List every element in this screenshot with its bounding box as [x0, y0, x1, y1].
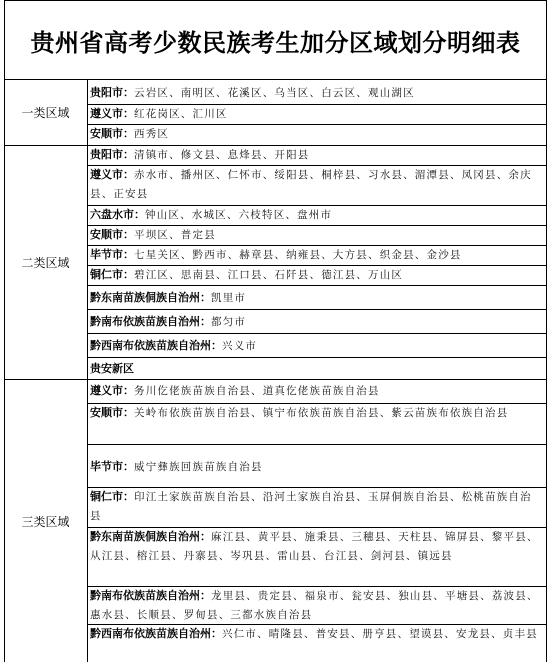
table-row — [87, 334, 547, 358]
city-name: 贵阳市： — [90, 86, 134, 99]
table-row — [87, 358, 547, 380]
city-name: 遵义市： — [90, 107, 134, 120]
city-name: 安顺市： — [90, 127, 134, 140]
page-title: 贵州省高考少数民族考生加分区域划分明细表 — [4, 0, 547, 80]
area-list: 碧江区、思南县、江口县、石阡县、德江县、万山区 — [134, 269, 404, 281]
table-row — [87, 226, 547, 246]
city-name: 毕节市： — [90, 460, 134, 473]
area-list: 凯里市 — [211, 292, 247, 304]
table-row — [87, 84, 547, 105]
region-label: 三类区域 — [4, 380, 88, 662]
region-label: 二类区域 — [4, 146, 88, 379]
city-name: 遵义市： — [90, 384, 134, 397]
area-list: 关岭布依族苗族自治县、镇宁布依族苗族自治县、紫云苗族布依族自治县 — [134, 407, 509, 419]
area-list: 都匀市 — [211, 316, 247, 328]
city-name: 黔东南苗族侗族自治州： — [90, 291, 211, 304]
city-name: 六盘水市： — [90, 208, 145, 221]
area-list: 麻江县、黄平县、施秉县、三穗县、天柱县、锦屏县、黎平县、从江县、榕江县、丹寨县、岑巩县、雷山县、台江县、剑河县、镇远县 — [90, 531, 539, 562]
region-group-2 — [4, 146, 547, 380]
area-list: 七星关区、黔西市、赫章县、纳雍县、大方县、织金县、金沙县 — [134, 249, 462, 261]
area-list: 务川仡佬族苗族自治县、道真仡佬族苗族自治县 — [134, 385, 380, 397]
city-name: 安顺市： — [90, 406, 134, 419]
table-row — [87, 445, 547, 488]
region-group-3 — [4, 380, 547, 662]
city-name: 铜仁市： — [90, 268, 134, 281]
table-row — [87, 625, 547, 662]
table-row — [87, 166, 547, 206]
area-list: 西秀区 — [134, 128, 170, 140]
table-row — [87, 266, 547, 286]
table-row — [87, 404, 547, 445]
table-row — [87, 382, 547, 404]
table-row — [87, 105, 547, 125]
city-name: 贵安新区 — [90, 362, 134, 375]
area-list: 平坝区、普定县 — [134, 229, 216, 241]
city-name: 黔南布依族苗族自治州： — [90, 315, 211, 328]
table-row — [87, 206, 547, 226]
city-name: 黔东南苗族侗族自治州： — [90, 530, 211, 543]
area-list: 龙里县、贵定县、福泉市、瓮安县、独山县、平塘县、荔波县、惠水县、长顺县、罗甸县、三都水族自治县 — [90, 590, 539, 621]
area-list: 钟山区、水城区、六枝特区、盘州市 — [145, 209, 333, 221]
table-row — [87, 528, 547, 587]
table-row — [87, 286, 547, 310]
city-name: 黔南布依族苗族自治州： — [90, 589, 211, 602]
region-group-1 — [4, 80, 547, 146]
city-name: 安顺市： — [90, 228, 134, 241]
table-row — [87, 146, 547, 166]
area-list: 威宁彝族回族苗族自治县 — [134, 461, 263, 473]
table-row — [87, 125, 547, 146]
area-list: 云岩区、南明区、花溪区、乌当区、白云区、观山湖区 — [134, 87, 415, 99]
region-label: 一类区域 — [4, 80, 88, 145]
city-name: 黔西南布依族苗族自治州： — [90, 339, 222, 352]
area-list: 清镇市、修文县、息烽县、开阳县 — [134, 149, 310, 161]
city-name: 毕节市： — [90, 248, 134, 261]
area-list: 兴仁市、晴隆县、普安县、册亨县、望谟县、安龙县、贞丰县 — [222, 628, 538, 640]
city-name: 遵义市： — [90, 168, 134, 181]
city-name: 黔西南布依族苗族自治州： — [90, 627, 222, 640]
table-row — [87, 488, 547, 528]
area-list: 兴义市 — [222, 340, 258, 352]
table-row — [87, 310, 547, 334]
area-list: 红花岗区、汇川区 — [134, 108, 228, 120]
area-list: 印江土家族苗族自治县、沿河土家族自治县、玉屏侗族自治县、松桃苗族自治县 — [90, 491, 532, 522]
table-row — [87, 587, 547, 625]
area-list: 赤水市、播州区、仁怀市、绥阳县、桐梓县、习水县、湄潭县、凤冈县、余庆县、正安县 — [90, 169, 532, 200]
city-name: 铜仁市： — [90, 490, 134, 503]
city-name: 贵阳市： — [90, 148, 134, 161]
table-row — [87, 246, 547, 266]
